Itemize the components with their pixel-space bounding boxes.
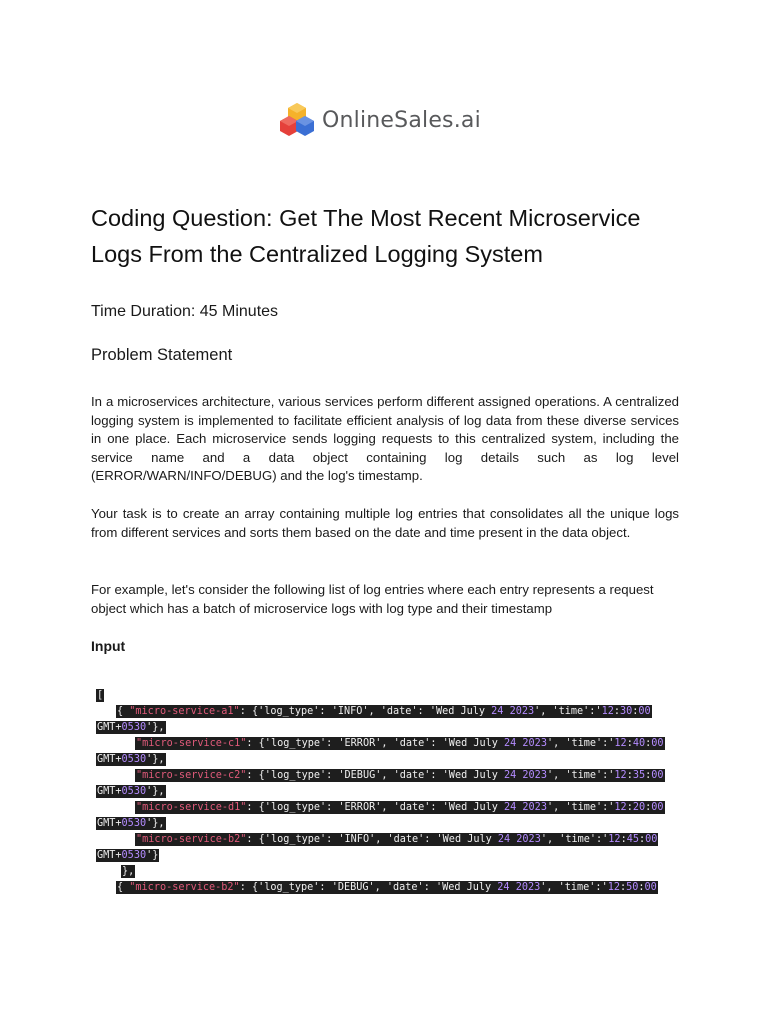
code-batch-close: }, <box>122 866 135 877</box>
title-line-2: Logs From the Centralized Logging System <box>91 241 543 267</box>
problem-paragraph-1: In a microservices architecture, various services perform different assigned operations. A centralized logging system is implemented to facilitate efficient analysis of log data from these diverse services in one place. Each microservice sends logging requests to this centralized system, including the service name and a data object containing log details such as log level (ERROR/WARN/INFO/DEBUG) and the log's timestamp. <box>91 394 679 484</box>
time-duration: Time Duration: 45 Minutes <box>91 303 279 320</box>
code-log-entry: "micro-service-c2": {'log_type': 'DEBUG', 'date': 'Wed July 24 2023', 'time':'12:35:00 <box>136 770 664 781</box>
code-log-timezone: GMT+0530'}, <box>97 722 165 733</box>
cubes-logo-icon <box>280 102 314 138</box>
problem-paragraph-3: For example, let's consider the following list of log entries where each entry represents a request object which has a batch of microservice logs with log type and their timestamp <box>91 582 654 616</box>
code-log-timezone: GMT+0530'} <box>97 850 159 861</box>
code-log-timezone: GMT+0530'}, <box>97 786 165 797</box>
code-log-entry: "micro-service-c1": {'log_type': 'ERROR', 'date': 'Wed July 24 2023', 'time':'12:40:00 <box>136 738 664 749</box>
code-log-entry: "micro-service-d1": {'log_type': 'ERROR', 'date': 'Wed July 24 2023', 'time':'12:20:00 <box>136 802 664 813</box>
title-line-1: Coding Question: Get The Most Recent Microservice <box>91 205 641 231</box>
brand-logo <box>280 102 481 138</box>
code-log-timezone: GMT+0530'}, <box>97 754 165 765</box>
brand-name: OnlineSales.ai <box>322 107 481 133</box>
code-log-entry: "micro-service-b2": {'log_type': 'INFO', 'date': 'Wed July 24 2023', 'time':'12:45:00 <box>136 834 658 845</box>
input-label: Input <box>91 638 126 654</box>
problem-paragraph-2: Your task is to create an array containing multiple log entries that consolidates all the unique logs from different services and sorts them based on the date and time present in the data object. <box>91 506 679 540</box>
page-title <box>91 200 691 272</box>
code-open-bracket: [ <box>97 690 104 701</box>
problem-heading: Problem Statement <box>91 346 233 364</box>
code-log-entry: { "micro-service-b2": {'log_type': 'DEBUG', 'date': 'Wed July 24 2023', 'time':'12:50:00 <box>117 882 657 893</box>
code-log-timezone: GMT+0530'}, <box>97 818 165 829</box>
code-log-entry: { "micro-service-a1": {'log_type': 'INFO', 'date': 'Wed July 24 2023', 'time':'12:30:00 <box>117 706 651 717</box>
